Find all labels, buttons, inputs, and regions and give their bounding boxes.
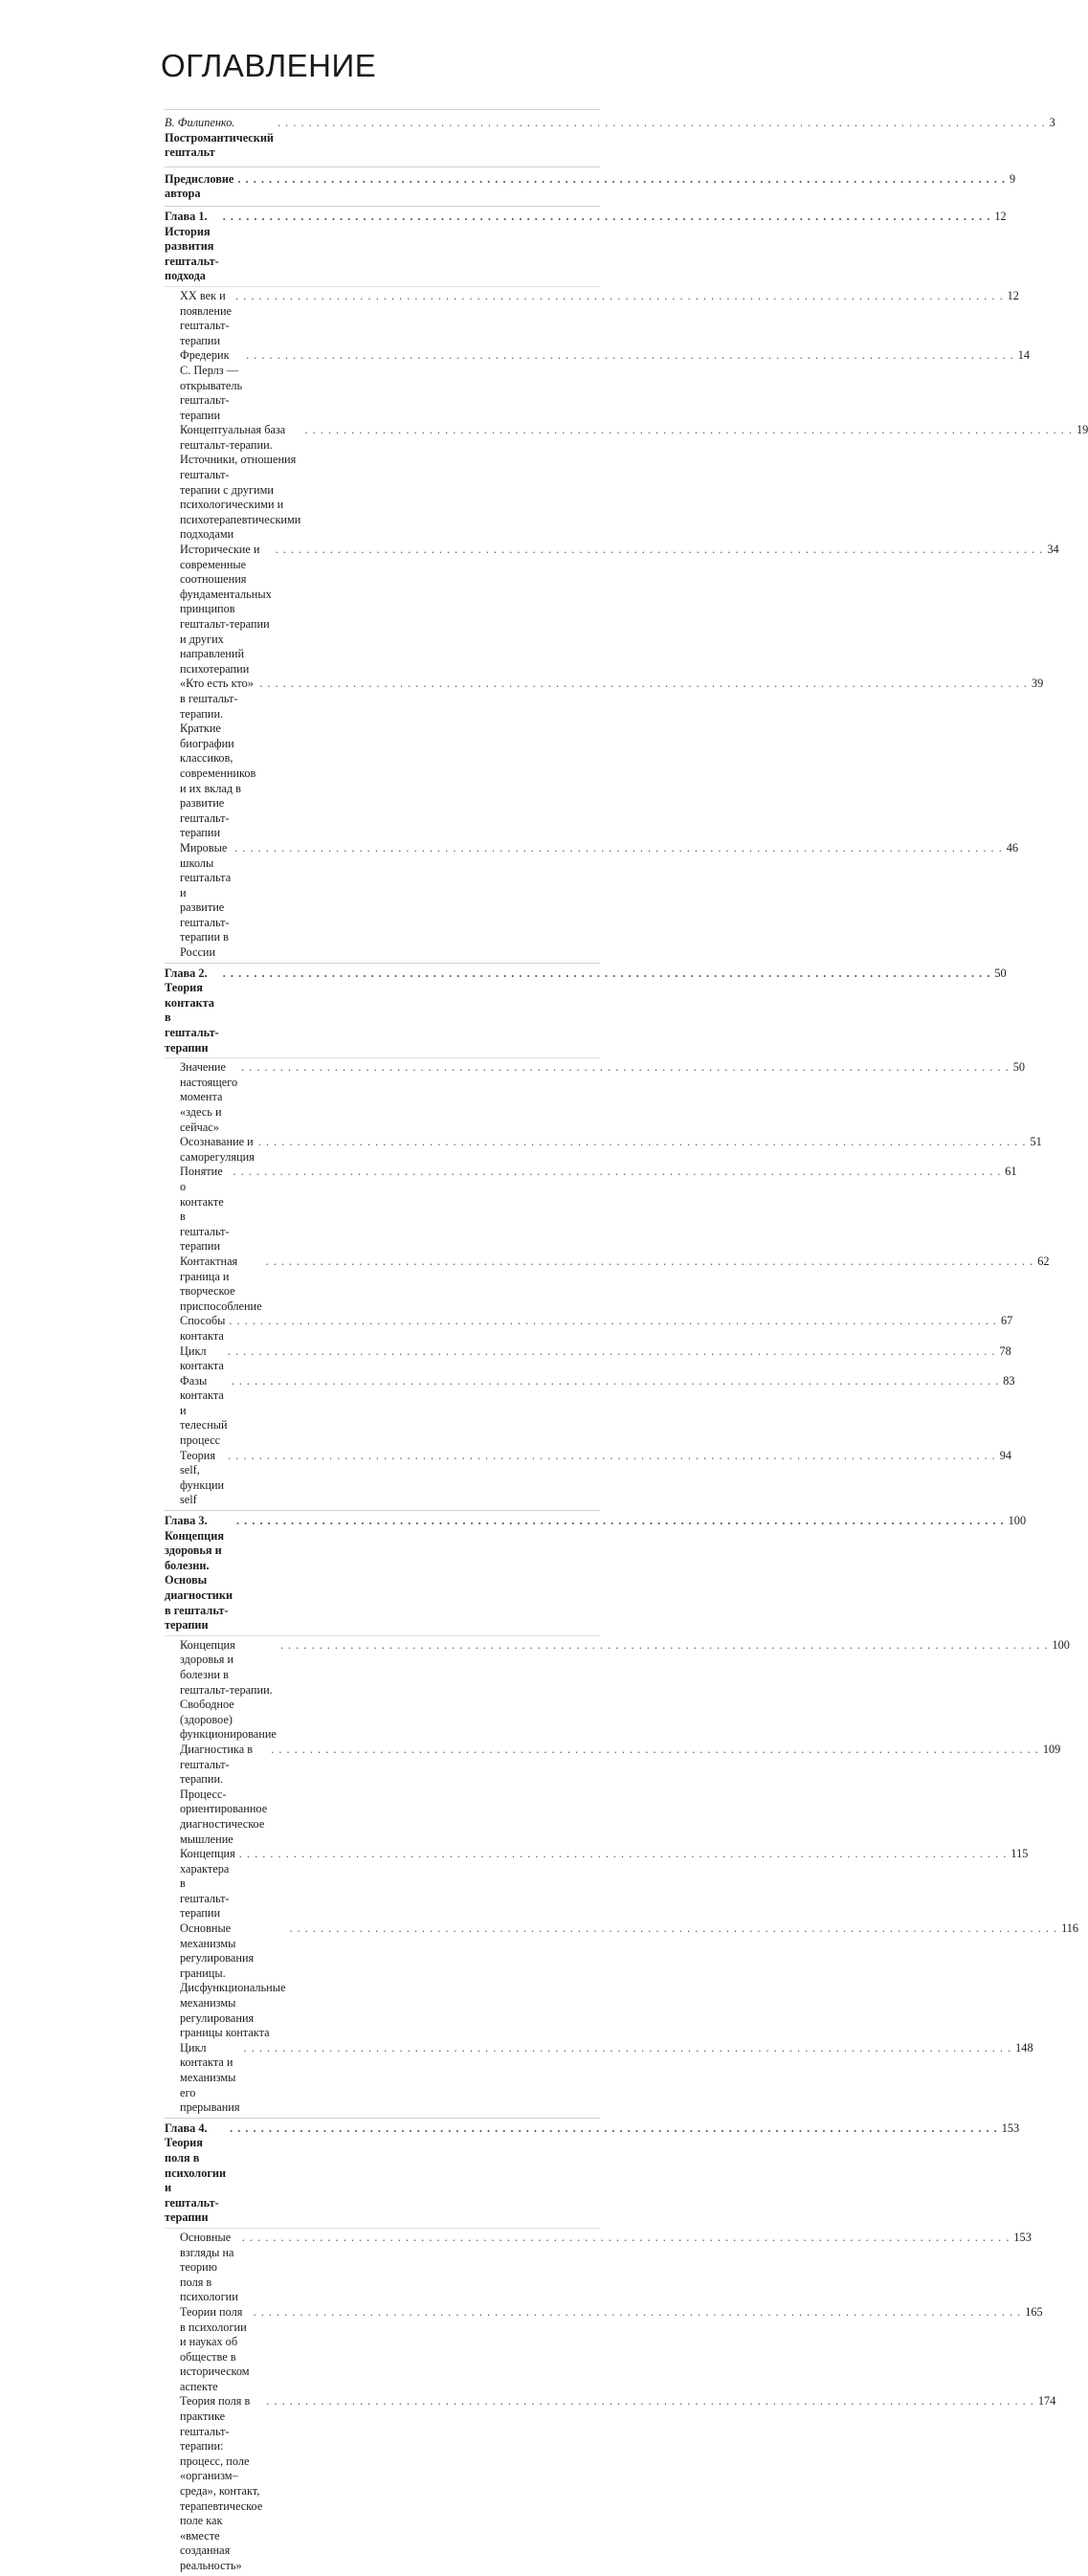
- leader-dots: [223, 966, 991, 982]
- page-number: 14: [1017, 348, 1031, 363]
- chapter-title-line: в гештальт-терапии: [165, 1603, 229, 1632]
- section-list: [165, 2228, 1056, 2574]
- toc-entry[interactable]: [165, 1921, 1079, 2041]
- section-title-line: Понятие о контакте в гештальт-терапии: [180, 1165, 230, 1254]
- toc-entry[interactable]: [165, 2394, 1056, 2573]
- section-title: [180, 543, 272, 677]
- leader-dots: [266, 2394, 1034, 2409]
- leader-dots: [280, 1638, 1049, 1654]
- page-number: 100: [1052, 1637, 1070, 1652]
- page-number: 100: [1008, 1514, 1027, 1528]
- toc-entry[interactable]: [165, 543, 1059, 677]
- section-title-line: Фазы контакта и телесный процесс: [180, 1373, 228, 1448]
- toc-entry[interactable]: [165, 1344, 1011, 1374]
- section-title-line: Цикл контакта: [180, 1344, 224, 1373]
- toc-entry[interactable]: [165, 288, 1019, 348]
- section-title-line: механизмы регулирования границы контакта: [180, 1996, 270, 2040]
- section-title-line: «организм–среда», контакт, терапевтическое поле как «вместе созданная: [180, 2469, 263, 2558]
- leader-dots: [276, 543, 1044, 558]
- section-title-line: Фредерик С. Перлз — открыватель гештальт-терапии: [180, 348, 243, 422]
- chapter-heading[interactable]: [165, 964, 1007, 1058]
- section-title: [180, 348, 242, 423]
- page-number: 50: [994, 966, 1007, 980]
- chapter-title: Глава 2. Теория контакта в гештальт-терапии: [165, 966, 219, 1055]
- section-title: [180, 1638, 277, 1743]
- intro-title: Постромантический гештальт: [165, 130, 275, 160]
- leader-dots: [236, 1514, 1005, 1529]
- section-title-line: Теории поля в психологии и науках об обществе в историческом аспекте: [180, 2304, 250, 2393]
- leader-dots: [233, 1165, 1002, 1180]
- page-number: 51: [1030, 1135, 1042, 1149]
- leader-dots: [241, 1060, 1010, 1076]
- page-number: 67: [1001, 1314, 1013, 1328]
- section-title: [180, 677, 255, 841]
- chapter-title: Глава 1. История развития гештальт-подхода: [165, 209, 219, 283]
- page-number: 109: [1042, 1742, 1061, 1756]
- section-title: [180, 1374, 228, 1449]
- chapter-title-line: Глава 3. Концепция здоровья и болезни. Основы диагностики: [165, 1514, 233, 1602]
- section-title-line: Основные механизмы регулирования границы. Дисфункциональные: [180, 1921, 286, 1995]
- section-title-line: XX век и появление гештальт-терапии: [180, 288, 233, 347]
- page-number: 9: [1010, 171, 1016, 186]
- section-title: [180, 1314, 225, 1344]
- section-title-line: гештальт-терапии и других направлений психотерапии: [180, 617, 270, 676]
- leader-dots: [239, 1847, 1008, 1862]
- section-title: [180, 841, 231, 961]
- section-title: [180, 1135, 255, 1165]
- chapter-1: [165, 206, 1088, 963]
- chapter-title: [165, 1514, 233, 1633]
- section-title-line: Цикл контакта и механизмы его прерывания: [180, 2040, 240, 2115]
- toc-entry[interactable]: [165, 1314, 1013, 1344]
- toc-entry[interactable]: [165, 1373, 1015, 1449]
- section-list: [165, 1057, 1050, 1508]
- section-title-line: Исторические и современные соотношения фундаментальных принципов: [180, 543, 272, 616]
- section-title-line: Значение настоящего момента «здесь и сейчас»: [180, 1060, 238, 1134]
- page-number: 83: [1003, 1373, 1015, 1388]
- preface-block: [165, 167, 1016, 206]
- page-number: 62: [1037, 1254, 1050, 1268]
- page-number: 94: [999, 1448, 1012, 1462]
- toc-entry[interactable]: [165, 423, 1088, 543]
- chapter-3: [165, 1510, 1079, 2118]
- toc-entry[interactable]: [165, 1165, 1017, 1255]
- toc-entry-intro[interactable]: [165, 110, 1055, 167]
- preface-title: Предисловие автора: [165, 171, 234, 201]
- section-title-line: Теория поля в практике гештальт-терапии: процесс, поле: [180, 2394, 251, 2468]
- leader-dots: [304, 423, 1073, 438]
- section-title: [180, 1449, 224, 1508]
- page-number: 50: [1012, 1060, 1026, 1075]
- section-list: [165, 1635, 1079, 2116]
- page-number: 12: [994, 209, 1007, 223]
- section-title-line: Контактная граница и творческое приспособление: [180, 1254, 262, 1313]
- section-title: [180, 1165, 230, 1255]
- chapter-heading[interactable]: [165, 1511, 1027, 1635]
- section-title-line: Диагностика в гештальт-терапии. Процесс-ориентированное: [180, 1742, 268, 1816]
- leader-dots: [223, 210, 991, 225]
- section-title: [180, 1060, 237, 1135]
- section-title: [180, 2394, 262, 2573]
- section-title-line: подходами: [180, 527, 234, 542]
- leader-dots: [234, 841, 1003, 856]
- leader-dots: [232, 1374, 1000, 1389]
- page-number: 39: [1031, 677, 1044, 691]
- table-of-contents: [165, 109, 1088, 2576]
- section-title-line: «Кто есть кто» в гештальт-терапии. Краткие биографии классиков,: [180, 677, 254, 766]
- page-number: 19: [1077, 423, 1088, 437]
- leader-dots: [228, 1449, 996, 1464]
- page-number: 165: [1025, 2304, 1043, 2319]
- leader-dots: [278, 116, 1046, 131]
- section-title-line: реальность»: [180, 2559, 242, 2572]
- chapter-title: Глава 4. Теория поля в психологии и гештальт-терапии: [165, 2121, 227, 2225]
- section-title: [180, 423, 300, 543]
- leader-dots: [266, 1255, 1034, 1270]
- page-number: 3: [1049, 116, 1055, 129]
- toc-entry[interactable]: [165, 677, 1044, 841]
- section-title: [180, 2231, 238, 2305]
- page-number: 174: [1037, 2394, 1056, 2409]
- section-title-line: Способы контакта: [180, 1314, 226, 1343]
- toc-entry[interactable]: [165, 1135, 1042, 1165]
- section-title: [180, 1344, 224, 1374]
- leader-dots: [289, 1921, 1057, 1937]
- page-number: 148: [1015, 2040, 1033, 2054]
- leader-dots: [242, 2231, 1010, 2246]
- toc-entry[interactable]: [165, 2040, 1033, 2116]
- toc-entry[interactable]: [165, 2304, 1043, 2395]
- toc-entry[interactable]: [165, 1637, 1070, 1743]
- page-number: 34: [1047, 543, 1059, 557]
- leader-dots: [246, 348, 1014, 364]
- page-number: 153: [1013, 2230, 1032, 2244]
- section-title: [180, 1921, 285, 2041]
- leader-dots: [237, 172, 1006, 188]
- section-title: [180, 1743, 267, 1847]
- section-title: [180, 289, 232, 348]
- chapter-heading[interactable]: [165, 2119, 1020, 2228]
- leader-dots: [229, 1314, 997, 1329]
- leader-dots: [235, 289, 1004, 304]
- chapter-2: [165, 963, 1050, 1510]
- section-title-line: Концепция здоровья и болезни в гештальт-терапии. Свободное (здоровое): [180, 1637, 273, 1726]
- section-list: [165, 286, 1088, 961]
- section-title-line: Основные взгляды на теорию поля в психологии: [180, 2230, 238, 2304]
- page-number: 61: [1005, 1165, 1017, 1179]
- leader-dots: [259, 677, 1028, 692]
- leader-dots: [254, 2305, 1022, 2321]
- section-title-line: Концепция характера в гештальт-терапии: [180, 1847, 235, 1921]
- section-title-line: диагностическое мышление: [180, 1816, 265, 1846]
- section-title: [180, 1847, 235, 1921]
- toc-entry[interactable]: [165, 1060, 1026, 1135]
- toc-entry[interactable]: [165, 1448, 1012, 1508]
- page-number: 115: [1010, 1847, 1029, 1861]
- leader-dots: [271, 1743, 1039, 1758]
- chapter-heading[interactable]: [165, 207, 1007, 286]
- section-title: [180, 2305, 250, 2395]
- toc-entry[interactable]: [165, 1742, 1061, 1847]
- toc-entry-preface[interactable]: [165, 167, 1016, 206]
- section-title-line: терапии с другими психологическими и психотерапевтическими: [180, 482, 301, 526]
- section-title-line: Мировые школы гештальта и развитие гештальт-терапии в России: [180, 840, 232, 960]
- leader-dots: [228, 1344, 996, 1360]
- section-title: [180, 2041, 240, 2116]
- toc-entry[interactable]: [165, 1254, 1050, 1314]
- section-title-line: современников и их вклад в развитие гештальт-терапии: [180, 766, 256, 840]
- section-title-line: Теория self, функции self: [180, 1448, 225, 1507]
- section-title-line: Осознавание и саморегуляция: [180, 1135, 255, 1164]
- page-number: 46: [1006, 840, 1019, 855]
- page-number: 12: [1007, 288, 1019, 302]
- leader-dots: [244, 2041, 1012, 2056]
- chapter-4: [165, 2118, 1056, 2576]
- toc-entry[interactable]: [165, 1847, 1029, 1921]
- section-title: [180, 1255, 262, 1314]
- page-title: ОГЛАВЛЕНИЕ: [161, 48, 377, 83]
- chapters-list: [165, 206, 1088, 2576]
- page-number: 78: [999, 1344, 1011, 1358]
- leader-dots: [230, 2121, 998, 2137]
- section-title-line: функционирование: [180, 1727, 277, 1742]
- intro-author: В. Филипенко.: [165, 116, 235, 129]
- leader-dots: [258, 1135, 1027, 1150]
- intro-block: [165, 109, 1055, 167]
- toc-entry[interactable]: [165, 840, 1019, 961]
- section-title-line: Концептуальная база гештальт-терапии. Источники, отношения гештальт-: [180, 423, 297, 482]
- toc-entry[interactable]: [165, 348, 1031, 423]
- toc-entry[interactable]: [165, 2230, 1032, 2305]
- page-number: 116: [1061, 1921, 1079, 1936]
- page-number: 153: [1001, 2121, 1020, 2135]
